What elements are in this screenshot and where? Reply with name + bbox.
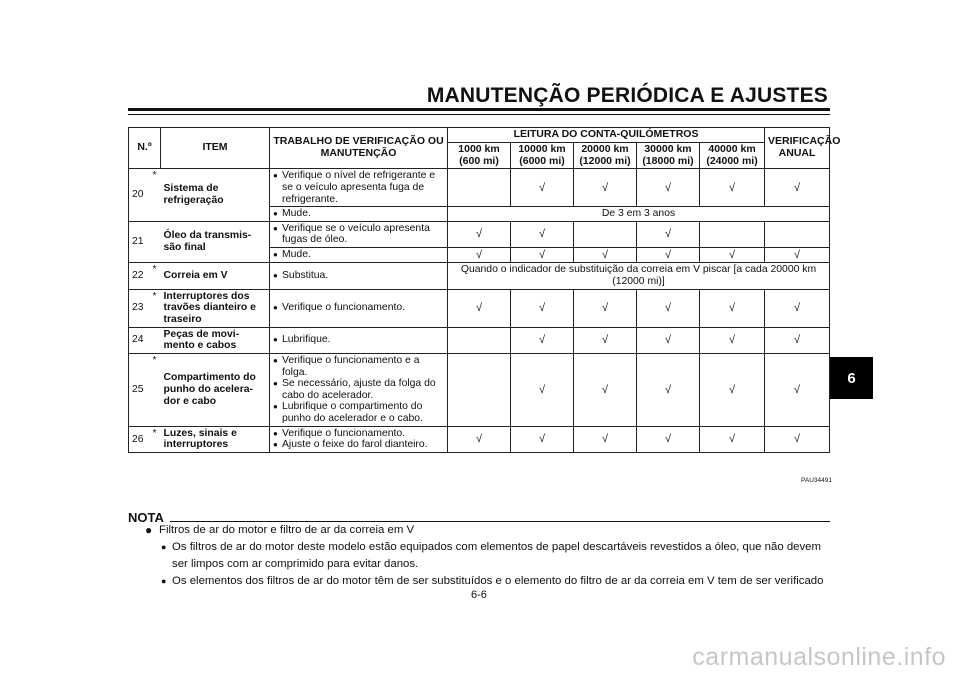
work-list — [273, 208, 444, 220]
check-cell: √ — [765, 289, 830, 327]
check-cell: √ — [448, 248, 511, 263]
work-text: Mude. — [282, 208, 311, 220]
title-rule-thin — [128, 114, 830, 115]
nota-main-text: Filtros de ar do motor e filtro de ar da correia em V — [159, 524, 415, 536]
work-text: Se necessário, ajuste da folga do cabo do acelerador. — [282, 378, 436, 401]
work-text: Verifique se o veículo apresenta fugas de óleo. — [282, 222, 430, 246]
row-item: Óleo da transmis-são final — [161, 221, 270, 263]
check-cell: √ — [574, 353, 637, 426]
header-row — [129, 128, 830, 143]
row-interval-span: De 3 em 3 anos — [448, 207, 830, 222]
bullet-icon: ● — [273, 402, 278, 412]
check-cell: √ — [765, 426, 830, 452]
bullet-icon: ● — [273, 223, 278, 233]
work-text: Verifique o nível de refrigerante e se o veículo apresenta fuga de refrigerante. — [282, 170, 436, 205]
check-cell: √ — [574, 169, 637, 207]
check-cell: √ — [637, 289, 700, 327]
bullet-icon: ● — [161, 576, 167, 586]
header-reading-col — [637, 142, 700, 169]
check-cell: √ — [637, 426, 700, 452]
work-list — [273, 270, 444, 282]
work-item — [273, 249, 444, 261]
chapter-tab[interactable]: 6 — [830, 357, 873, 399]
check-cell: √ — [511, 221, 574, 247]
check-cell — [574, 221, 637, 247]
work-text: Ajuste o feixe do farol dianteiro. — [282, 439, 428, 451]
reference-code: PAU34491 — [801, 477, 832, 484]
row-work — [270, 207, 448, 222]
work-item — [273, 208, 444, 220]
check-cell: √ — [637, 327, 700, 353]
row-work — [270, 221, 448, 247]
row-item: Compartimento do punho do acelera-dor e cabo — [161, 353, 270, 426]
work-list — [273, 428, 444, 451]
check-cell: √ — [637, 221, 700, 247]
table-row — [129, 327, 830, 353]
header-item: ITEM — [161, 128, 270, 169]
check-cell — [448, 353, 511, 426]
work-text: Lubrifique o compartimento do punho do acelerador e o cabo. — [282, 401, 423, 425]
check-cell: √ — [637, 353, 700, 426]
work-item — [273, 355, 444, 378]
row-number: 20 — [129, 169, 149, 222]
work-list — [273, 223, 444, 246]
row-star: * — [149, 289, 161, 327]
row-work — [270, 289, 448, 327]
row-star: * — [149, 426, 161, 452]
check-cell — [700, 221, 765, 247]
work-item — [273, 401, 444, 424]
reading-mi: (600 mi) — [459, 154, 499, 167]
bullet-icon: ● — [273, 428, 278, 438]
row-star — [149, 221, 161, 263]
nota-title: NOTA — [128, 510, 164, 525]
work-list — [273, 302, 444, 314]
reading-km: 30000 km — [644, 142, 692, 155]
header-num: N.º — [129, 128, 161, 169]
check-cell: √ — [700, 289, 765, 327]
check-cell: √ — [765, 327, 830, 353]
row-work — [270, 426, 448, 452]
check-cell: √ — [700, 169, 765, 207]
check-cell: √ — [700, 426, 765, 452]
work-item — [273, 170, 444, 205]
check-cell: √ — [765, 248, 830, 263]
check-cell — [765, 221, 830, 247]
row-work — [270, 169, 448, 207]
work-item — [273, 439, 444, 451]
nota-sub-text: Os elementos dos filtros de ar do motor têm de ser substituídos e o elemento do filtro de ar da correia em V tem de ser verificado — [172, 575, 824, 587]
work-list — [273, 355, 444, 425]
reading-mi: (24000 mi) — [706, 154, 758, 167]
nota-sub-text: Os filtros de ar do motor deste modelo estão equipados com elementos de papel descartáveis revestidos a óleo, que não devem ser limpos com ar comprimido para evitar danos. — [172, 541, 822, 570]
row-number: 23 — [129, 289, 149, 327]
row-interval-span: Quando o indicador de substituição da correia em V piscar [a cada 20000 km (12000 mi)] — [448, 263, 830, 289]
row-work — [270, 263, 448, 289]
work-text: Mude. — [282, 249, 311, 261]
check-cell: √ — [448, 289, 511, 327]
bullet-icon: ● — [161, 542, 167, 552]
row-number: 24 — [129, 327, 149, 353]
check-cell: √ — [765, 353, 830, 426]
header-work: TRABALHO DE VERIFICAÇÃO OU MANUTENÇÃO — [270, 128, 448, 169]
check-cell: √ — [511, 327, 574, 353]
row-work — [270, 327, 448, 353]
check-cell: √ — [574, 426, 637, 452]
header-reading: LEITURA DO CONTA-QUILÓMETROS — [448, 128, 765, 143]
reading-km: 1000 km — [458, 142, 500, 155]
work-text: Verifique o funcionamento. — [282, 302, 406, 314]
row-star — [149, 327, 161, 353]
table-row — [129, 169, 830, 207]
reading-km: 40000 km — [708, 142, 756, 155]
header-annual: VERIFICAÇÃO ANUAL — [765, 128, 830, 169]
bullet-icon: ● — [273, 355, 278, 365]
title-rule-thick — [128, 108, 830, 111]
row-number: 25 — [129, 353, 149, 426]
work-text: Verifique o funcionamento e a folga. — [282, 354, 420, 378]
row-number: 26 — [129, 426, 149, 452]
watermark: carmanualsonline.info — [692, 643, 946, 671]
work-item — [273, 378, 444, 401]
row-star: * — [149, 169, 161, 222]
check-cell: √ — [511, 248, 574, 263]
row-work — [270, 353, 448, 426]
bullet-icon: ● — [273, 209, 278, 219]
nota-main-item — [145, 522, 835, 539]
nota-sub-item — [145, 539, 835, 573]
bullet-icon: ● — [145, 523, 153, 537]
bullet-icon: ● — [273, 250, 278, 260]
page-title: MANUTENÇÃO PERIÓDICA E AJUSTES — [426, 84, 828, 107]
check-cell: √ — [637, 248, 700, 263]
page-number: 6-6 — [471, 589, 487, 601]
bullet-icon: ● — [273, 335, 278, 345]
bullet-icon: ● — [273, 440, 278, 450]
maintenance-table — [128, 127, 841, 453]
header-reading-col — [574, 142, 637, 169]
table-row — [129, 353, 830, 426]
work-item — [273, 270, 444, 282]
row-number: 21 — [129, 221, 149, 263]
table-row — [129, 221, 830, 247]
row-star: * — [149, 263, 161, 289]
check-cell: √ — [574, 248, 637, 263]
work-text: Lubrifique. — [282, 334, 331, 346]
bullet-icon: ● — [273, 379, 278, 389]
check-cell: √ — [448, 426, 511, 452]
bullet-icon: ● — [273, 303, 278, 313]
work-list — [273, 249, 444, 261]
reading-mi: (6000 mi) — [519, 154, 565, 167]
work-text: Verifique o funcionamento. — [282, 427, 406, 439]
reading-mi: (18000 mi) — [642, 154, 694, 167]
bullet-icon: ● — [273, 171, 278, 181]
reading-km: 10000 km — [518, 142, 566, 155]
row-item: Sistema de refrigeração — [161, 169, 270, 222]
reading-mi: (12000 mi) — [579, 154, 631, 167]
check-cell: √ — [700, 327, 765, 353]
row-number: 22 — [129, 263, 149, 289]
check-cell: √ — [511, 169, 574, 207]
check-cell: √ — [700, 353, 765, 426]
row-item: Luzes, sinais e interruptores — [161, 426, 270, 452]
work-item — [273, 428, 444, 440]
check-cell: √ — [700, 248, 765, 263]
work-list — [273, 334, 444, 346]
work-item — [273, 223, 444, 246]
header-reading-col — [511, 142, 574, 169]
work-list — [273, 170, 444, 205]
check-cell: √ — [511, 426, 574, 452]
row-star: * — [149, 353, 161, 426]
table-row — [129, 289, 830, 327]
nota-body — [145, 522, 835, 590]
table-row — [129, 426, 830, 452]
check-cell: √ — [511, 289, 574, 327]
bullet-icon: ● — [273, 271, 278, 281]
table-row — [129, 263, 830, 289]
check-cell: √ — [448, 221, 511, 247]
check-cell: √ — [574, 289, 637, 327]
work-text: Substitua. — [282, 270, 329, 282]
check-cell: √ — [637, 169, 700, 207]
check-cell: √ — [574, 327, 637, 353]
row-item: Correia em V — [161, 263, 270, 289]
row-item: Interruptores dos travões dianteiro e traseiro — [161, 289, 270, 327]
row-work — [270, 248, 448, 263]
work-item — [273, 302, 444, 314]
header-reading-col — [700, 142, 765, 169]
reading-km: 20000 km — [581, 142, 629, 155]
row-item: Peças de movi-mento e cabos — [161, 327, 270, 353]
check-cell: √ — [765, 169, 830, 207]
header-reading-col — [448, 142, 511, 169]
check-cell — [448, 169, 511, 207]
nota-sub-item — [145, 573, 835, 590]
check-cell — [448, 327, 511, 353]
work-item — [273, 334, 444, 346]
check-cell: √ — [511, 353, 574, 426]
